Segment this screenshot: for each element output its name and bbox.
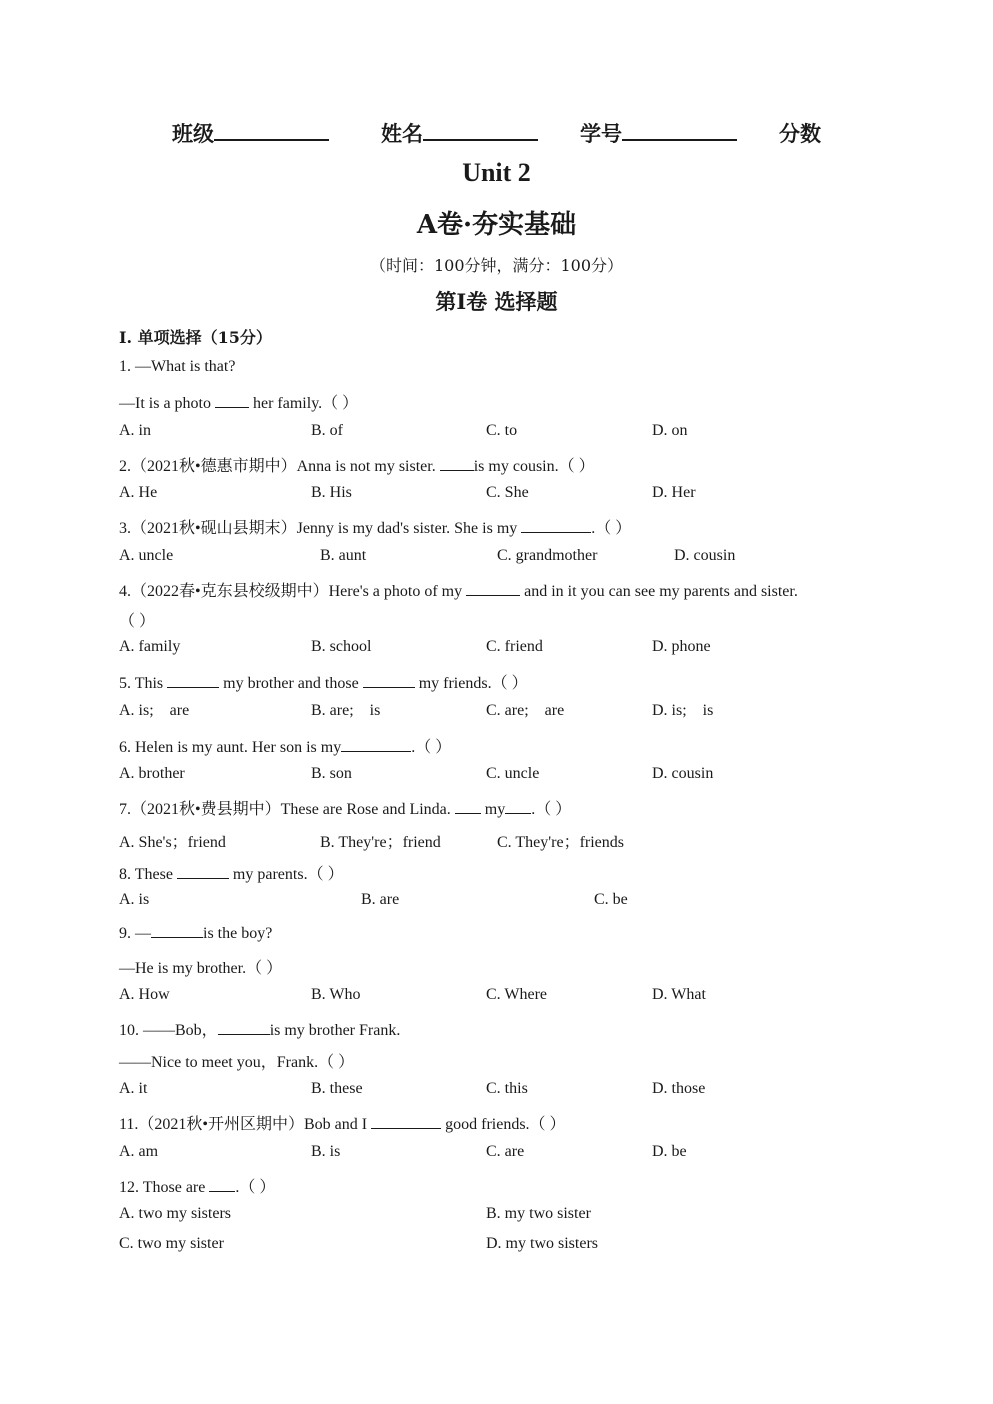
volume-title: 第Ⅰ卷 选择题 bbox=[435, 289, 558, 314]
class-field[interactable] bbox=[172, 118, 329, 148]
question-1-line: —It is a photo her family.（ ） bbox=[119, 395, 359, 412]
option[interactable]: C. are; are bbox=[486, 702, 565, 719]
option[interactable]: A. family bbox=[119, 638, 181, 655]
option[interactable]: A. brother bbox=[119, 765, 185, 782]
option[interactable]: B. school bbox=[311, 638, 372, 655]
option[interactable]: B. Who bbox=[311, 986, 361, 1003]
option[interactable]: A. it bbox=[119, 1080, 148, 1097]
question-4-answer-bracket: （ ） bbox=[119, 613, 156, 630]
option[interactable]: C. Where bbox=[486, 986, 548, 1003]
answer-blank bbox=[177, 864, 229, 879]
option[interactable]: A. in bbox=[119, 422, 151, 439]
option[interactable]: C. this bbox=[486, 1080, 528, 1097]
option[interactable]: A. He bbox=[119, 484, 158, 501]
answer-blank bbox=[466, 581, 520, 596]
option[interactable]: C. to bbox=[486, 422, 518, 439]
option[interactable]: D. be bbox=[652, 1143, 687, 1160]
answer-blank bbox=[341, 737, 411, 752]
option[interactable]: C. friend bbox=[486, 638, 543, 655]
question-12-prompt: 12. Those are .（ ） bbox=[119, 1179, 276, 1196]
answer-blank bbox=[363, 673, 415, 688]
question-10-prompt: 10. ——Bob， is my brother Frank. bbox=[119, 1022, 401, 1039]
option[interactable]: B. my two sister bbox=[486, 1205, 591, 1222]
option[interactable]: C. She bbox=[486, 484, 529, 501]
question-5-prompt: 5. This my brother and those my friends.（ ） bbox=[119, 675, 528, 692]
option[interactable]: D. cousin bbox=[652, 765, 714, 782]
option[interactable]: B. is bbox=[311, 1143, 341, 1160]
option[interactable]: A. uncle bbox=[119, 547, 174, 564]
option[interactable]: A. is bbox=[119, 891, 150, 908]
option[interactable]: D. What bbox=[652, 986, 706, 1003]
answer-blank bbox=[521, 518, 591, 533]
option[interactable]: D. cousin bbox=[674, 547, 736, 564]
class-label: 班级 bbox=[172, 121, 214, 146]
question-9-prompt: 9. — is the boy? bbox=[119, 925, 273, 942]
option[interactable]: A. am bbox=[119, 1143, 159, 1160]
name-label: 姓名 bbox=[381, 121, 423, 146]
option[interactable]: B. They're；friend bbox=[320, 834, 441, 851]
question-9-reply: —He is my brother.（ ） bbox=[119, 960, 283, 977]
paper-title: A卷·夯实基础 bbox=[416, 210, 577, 240]
option[interactable]: C. be bbox=[594, 891, 628, 908]
option[interactable]: D. on bbox=[652, 422, 688, 439]
answer-blank bbox=[167, 673, 219, 688]
question-4-prompt: 4.（2022春•克东县校级期中）Here's a photo of my and in it you can see my parents and sister. bbox=[119, 583, 798, 600]
score-field bbox=[779, 118, 821, 148]
option[interactable]: B. these bbox=[311, 1080, 363, 1097]
option[interactable]: C. are bbox=[486, 1143, 525, 1160]
score-label: 分数 bbox=[779, 121, 821, 146]
option[interactable]: B. are; is bbox=[311, 702, 381, 719]
option[interactable]: B. son bbox=[311, 765, 352, 782]
option[interactable]: D. Her bbox=[652, 484, 696, 501]
question-10-reply: ——Nice to meet you，Frank.（ ） bbox=[119, 1054, 355, 1071]
answer-blank bbox=[218, 1020, 270, 1035]
answer-blank bbox=[215, 393, 249, 408]
question-1-prompt: 1. —What is that? bbox=[119, 358, 236, 375]
option[interactable]: A. is; are bbox=[119, 702, 190, 719]
unit-title: Unit 2 bbox=[462, 158, 531, 187]
option[interactable]: C. uncle bbox=[486, 765, 540, 782]
question-8-prompt: 8. These my parents.（ ） bbox=[119, 866, 344, 883]
option[interactable]: C. two my sister bbox=[119, 1235, 224, 1252]
option[interactable]: B. are bbox=[361, 891, 400, 908]
answer-blank bbox=[371, 1114, 441, 1129]
option[interactable]: A. How bbox=[119, 986, 170, 1003]
question-2-prompt: 2.（2021秋•德惠市期中）Anna is not my sister. is my cousin.（ ） bbox=[119, 458, 595, 475]
question-6-prompt: 6. Helen is my aunt. Her son is my .（ ） bbox=[119, 739, 452, 756]
answer-blank bbox=[209, 1177, 235, 1192]
question-3-prompt: 3.（2021秋•砚山县期末）Jenny is my dad's sister. She is my .（ ） bbox=[119, 520, 632, 537]
question-11-prompt: 11.（2021秋•开州区期中）Bob and I good friends.（ ） bbox=[119, 1116, 566, 1133]
time-info: （时间：100分钟，满分：100分） bbox=[369, 256, 624, 275]
answer-blank bbox=[505, 799, 531, 814]
option[interactable]: B. His bbox=[311, 484, 352, 501]
student-id-label: 学号 bbox=[580, 121, 622, 146]
answer-blank bbox=[151, 923, 203, 938]
option[interactable]: C. grandmother bbox=[497, 547, 598, 564]
option[interactable]: D. is; is bbox=[652, 702, 714, 719]
name-field[interactable] bbox=[381, 118, 538, 148]
question-7-prompt: 7.（2021秋•费县期中）These are Rose and Linda. my .（ ） bbox=[119, 801, 572, 818]
answer-blank bbox=[455, 799, 481, 814]
option[interactable]: A. She's；friend bbox=[119, 834, 226, 851]
option[interactable]: B. aunt bbox=[320, 547, 367, 564]
option[interactable]: D. phone bbox=[652, 638, 711, 655]
section-title: I. 单项选择（15分） bbox=[119, 328, 272, 347]
option[interactable]: A. two my sisters bbox=[119, 1205, 231, 1222]
option[interactable]: C. They're；friends bbox=[497, 834, 625, 851]
answer-blank bbox=[440, 456, 474, 471]
option[interactable]: B. of bbox=[311, 422, 343, 439]
student-id-field[interactable] bbox=[580, 118, 737, 148]
option[interactable]: D. my two sisters bbox=[486, 1235, 598, 1252]
option[interactable]: D. those bbox=[652, 1080, 706, 1097]
